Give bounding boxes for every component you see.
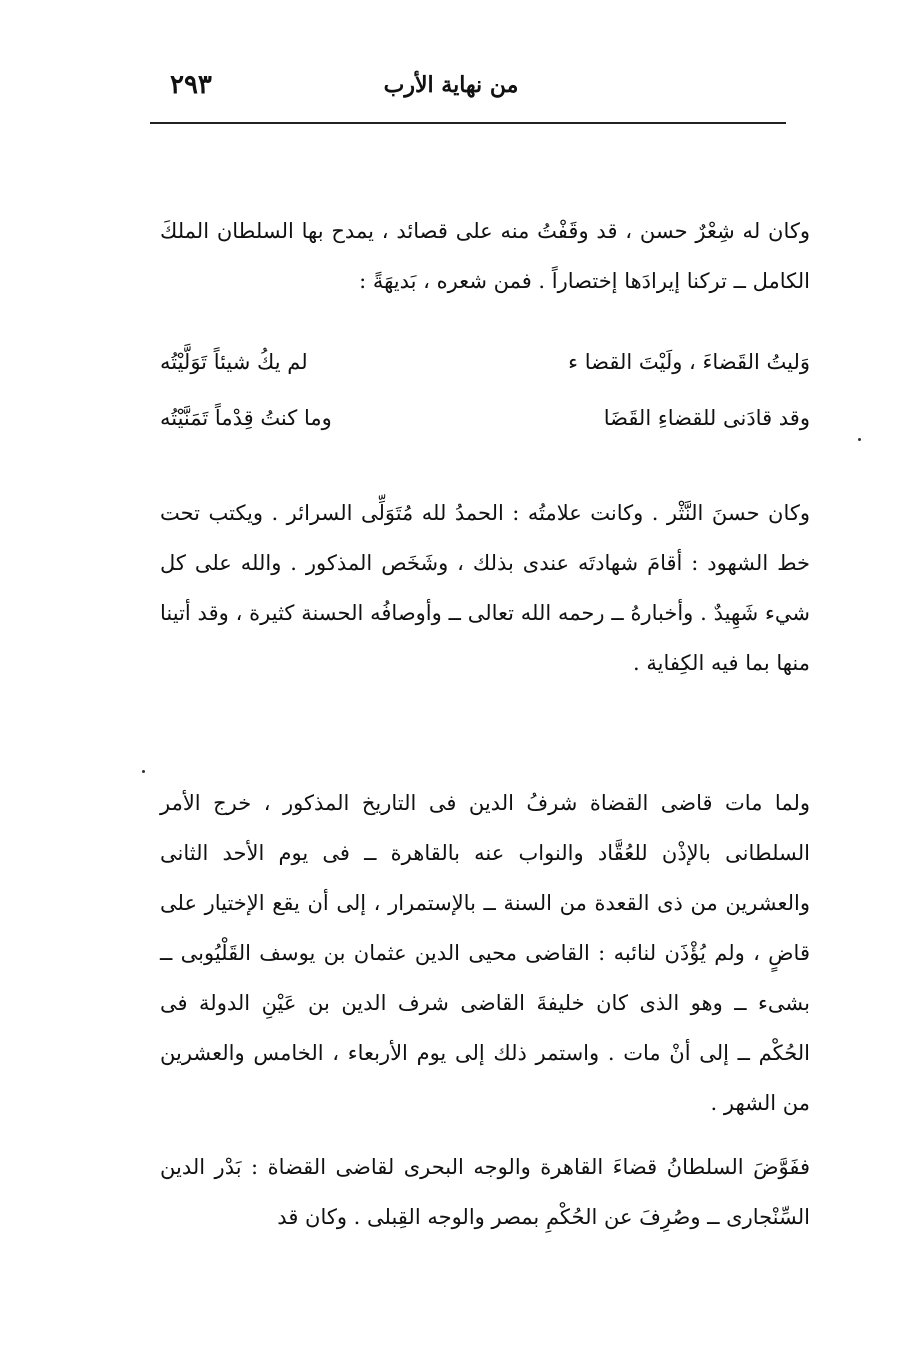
paragraph-prose-signature: وكان حسنَ النَّثْر . وكانت علامتُه : الحمدُ لله مُتَوَلِّى السرائر . ويكتب تحت خط الشهود : أقامَ شهادتَه عندى بذلك ، وشَخَص المذكور . والله على كل شيء شَهِيدٌ . وأخبارهُ ــ رحمه الله تعالى ــ وأوصافُه الحسنة كثيرة ، وقد أتينا منها بما فيه الكِفاية . bbox=[160, 501, 810, 675]
paragraph-death-of-judge: ولما مات قاضى القضاة شرفُ الدين فى التاريخ المذكور ، خرج الأمر السلطانى بالإذْن للعُقَّاد والنواب عنه بالقاهرة ــ فى يوم الأحد الثانى والعشرين من ذى القعدة من السنة ــ بالإستمرار ، إلى أن يقع الإختيار على قاضٍ ، ولم يُؤْذَن لنائبه : القاضى محيى الدين عثمان بن يوسف القَلْيُوبى ــ بشىء ــ وهو الذى كان خليفةَ القاضى شرف الدين بن عَيْنِ الدولة فى الحُكْم ــ إلى أنْ مات . واستمر ذلك إلى يوم الأربعاء ، الخامس والعشرين من الشهر . bbox=[160, 791, 810, 1115]
paragraph-appointment: ففَوَّضَ السلطانُ قضاءَ القاهرة والوجه البحرى لقاضى القضاة : بَدْر الدين السِّنْجارى ــ وصُرِفَ عن الحُكْمِ بمصر والوجه القِبلى . وكان قد bbox=[160, 1155, 810, 1229]
verse-first-hemistich: وقد قادَنى للقضاءِ القَضَا bbox=[603, 406, 810, 430]
verse-second-hemistich: لم يكُ شيئاً تَوَلَّيْتُه bbox=[160, 350, 308, 374]
running-title: من نهاية الأرب bbox=[383, 72, 519, 98]
verse-first-hemistich: وَليتُ القَضاءَ ، ولَيْتَ القضا ء bbox=[568, 350, 810, 374]
verse-line bbox=[160, 390, 810, 446]
page-number: ٢٩٣ bbox=[170, 70, 212, 100]
poem-block bbox=[160, 334, 810, 446]
paragraph-poetry-intro: وكان له شِعْرٌ حسن ، قد وقَفْتُ منه على قصائد ، يمدح بها السلطان الملكَ الكامل ــ تركنا إيرادَها إختصاراً . فمن شعره ، بَديهَةً : bbox=[160, 219, 810, 293]
verse-line bbox=[160, 334, 810, 390]
ink-speck bbox=[142, 770, 145, 773]
verse-second-hemistich: وما كنتُ قِدْماً تَمَنَّيْتُه bbox=[160, 406, 332, 430]
ink-speck bbox=[858, 438, 861, 441]
header-rule bbox=[150, 122, 786, 124]
